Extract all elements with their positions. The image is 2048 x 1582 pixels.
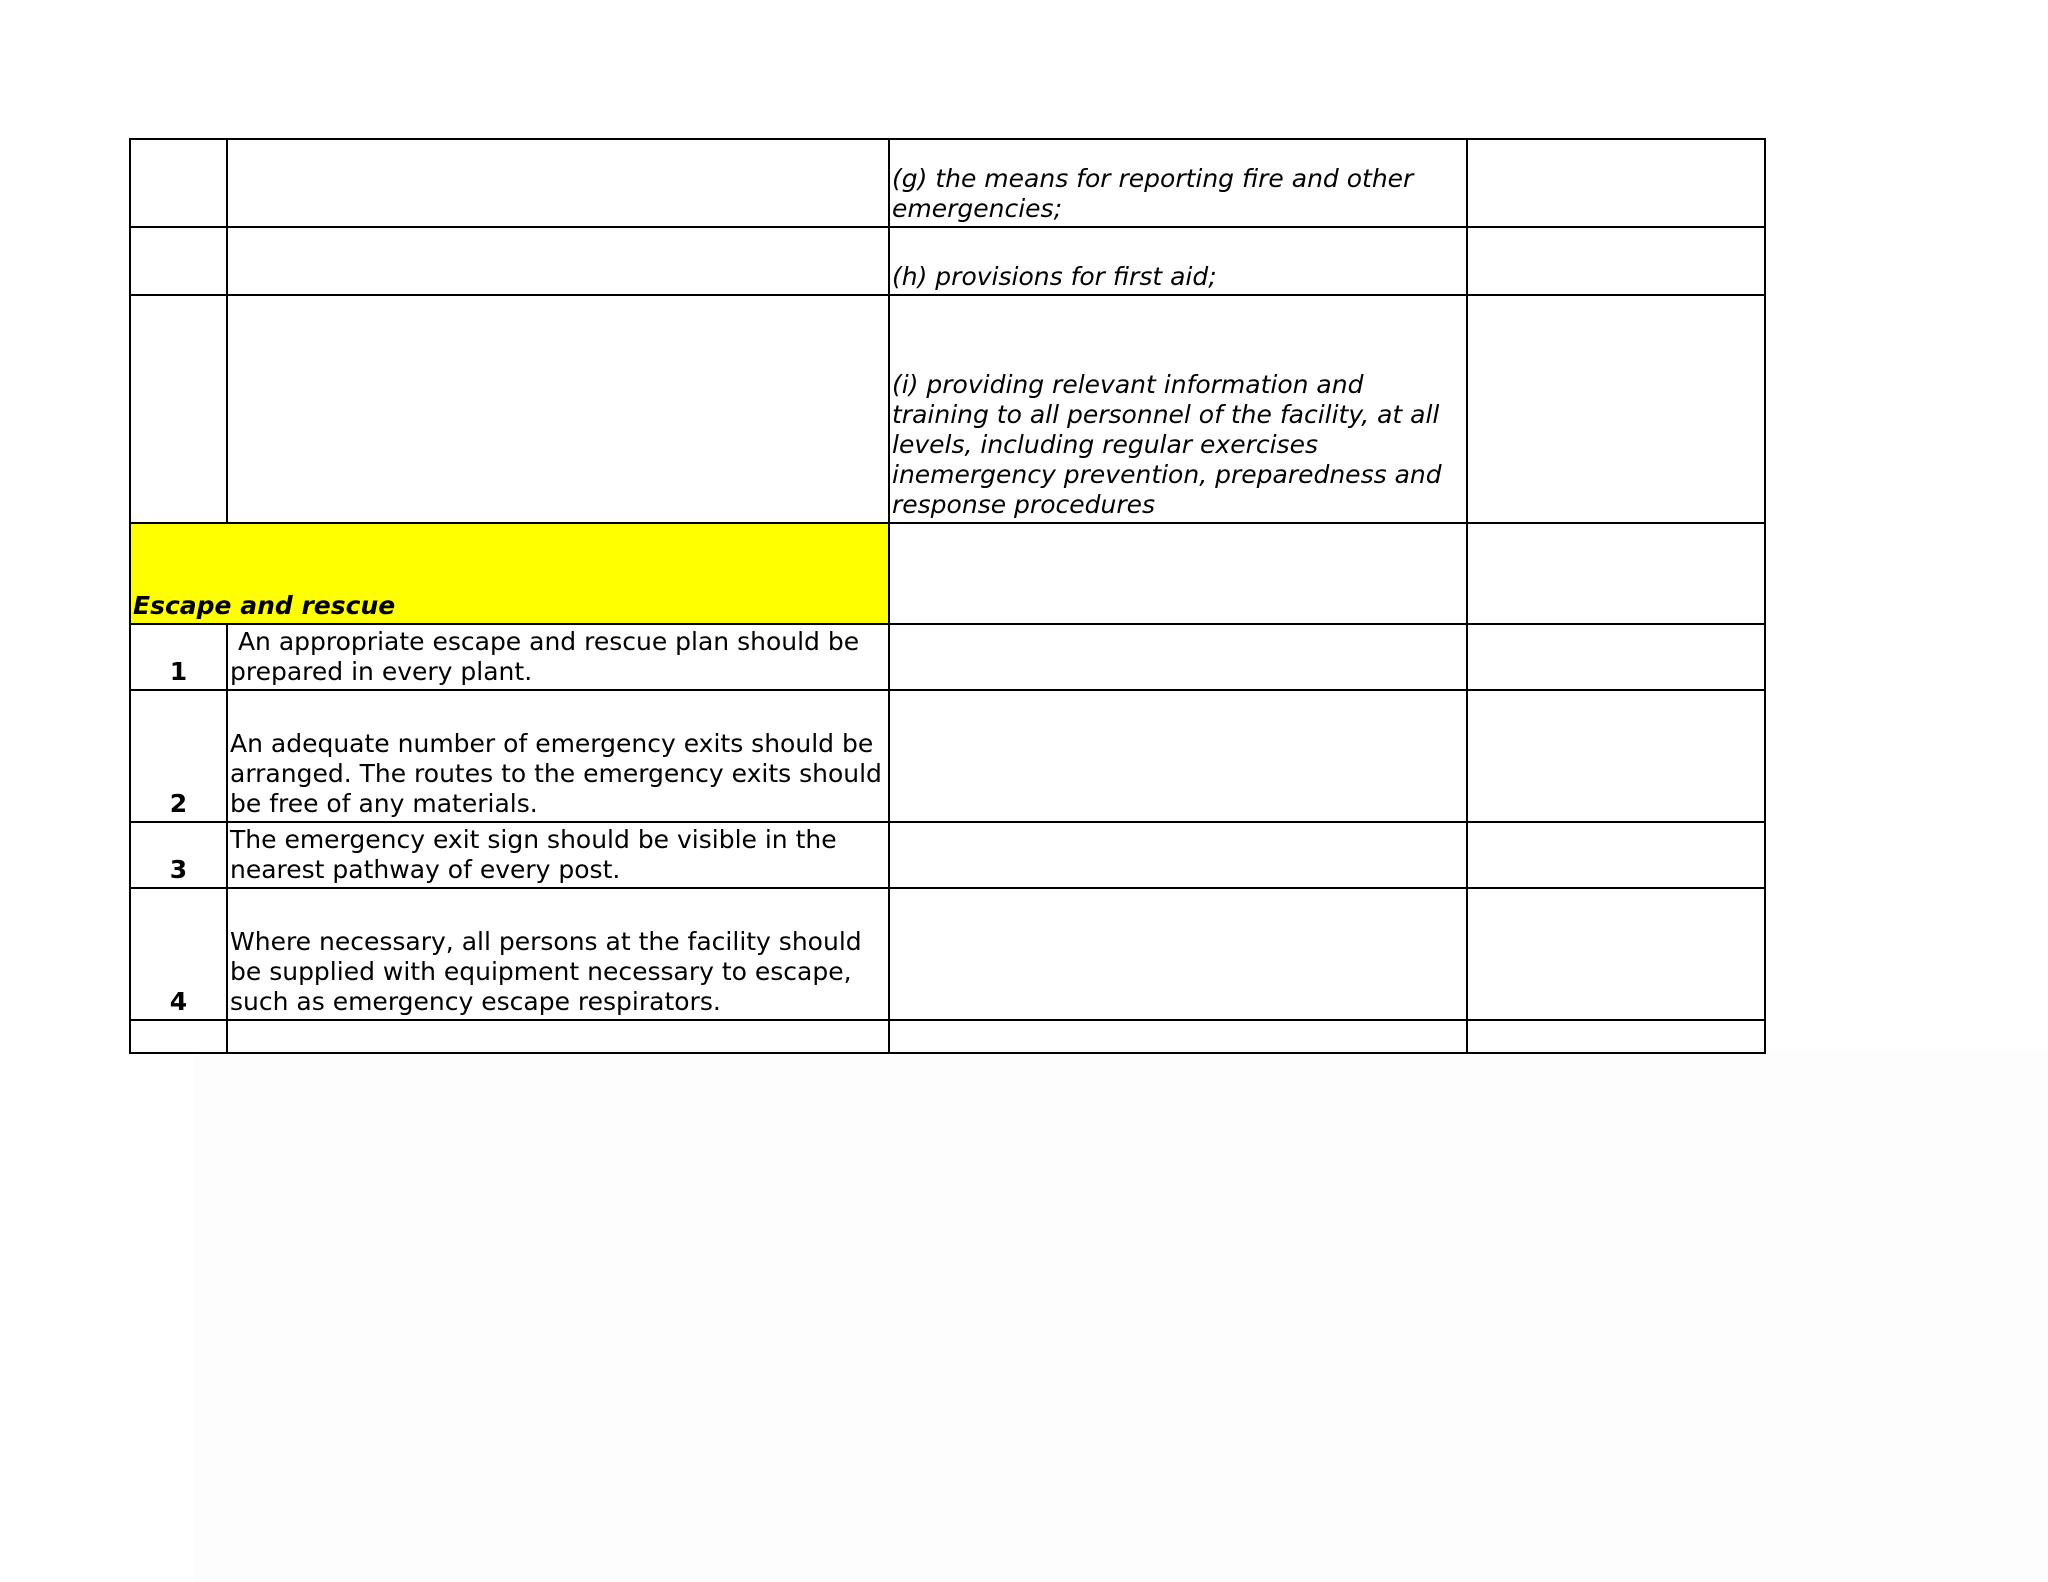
detail-cell[interactable]	[889, 690, 1467, 822]
number-cell[interactable]	[130, 139, 227, 227]
table-row	[130, 624, 1765, 690]
section-header-row	[130, 523, 1765, 624]
table-row	[130, 1020, 1765, 1053]
requirement-cell[interactable]	[227, 139, 889, 227]
remarks-cell[interactable]	[1467, 822, 1765, 888]
remarks-cell[interactable]	[1467, 1020, 1765, 1053]
remarks-cell[interactable]	[1467, 523, 1765, 624]
requirement-cell[interactable]: An adequate number of emergency exits should be arranged. The routes to the emergency exits should be free of any materials.	[227, 690, 889, 822]
table-row	[130, 139, 1765, 227]
requirement-cell[interactable]: Where necessary, all persons at the facility should be supplied with equipment necessary to escape, such as emergency escape respirators.	[227, 888, 889, 1020]
number-cell[interactable]	[130, 227, 227, 295]
detail-cell[interactable]	[889, 523, 1467, 624]
table-row	[130, 690, 1765, 822]
table-row	[130, 822, 1765, 888]
remarks-cell[interactable]	[1467, 295, 1765, 523]
page-background-shade	[195, 1050, 2048, 1582]
remarks-cell[interactable]	[1467, 690, 1765, 822]
requirement-cell[interactable]	[227, 227, 889, 295]
requirement-cell[interactable]	[227, 295, 889, 523]
detail-cell[interactable]: (i) providing relevant information and training to all personnel of the facility, at all levels, including regular exercises inemergency prevention, preparedness and response procedures	[889, 295, 1467, 523]
requirement-cell[interactable]: An appropriate escape and rescue plan should be prepared in every plant.	[227, 624, 889, 690]
table-row	[130, 295, 1765, 523]
number-cell[interactable]	[130, 295, 227, 523]
table-row	[130, 888, 1765, 1020]
detail-cell[interactable]: (h) provisions for first aid;	[889, 227, 1467, 295]
number-cell[interactable]: 4	[130, 888, 227, 1020]
remarks-cell[interactable]	[1467, 227, 1765, 295]
remarks-cell[interactable]	[1467, 139, 1765, 227]
table-row	[130, 227, 1765, 295]
detail-cell[interactable]	[889, 1020, 1467, 1053]
section-title-cell[interactable]: Escape and rescue	[130, 523, 889, 624]
detail-cell[interactable]	[889, 822, 1467, 888]
requirement-cell[interactable]	[227, 1020, 889, 1053]
number-cell[interactable]: 2	[130, 690, 227, 822]
remarks-cell[interactable]	[1467, 888, 1765, 1020]
checklist-table	[129, 138, 1766, 1054]
detail-cell[interactable]: (g) the means for reporting fire and other emergencies;	[889, 139, 1467, 227]
number-cell[interactable]: 3	[130, 822, 227, 888]
remarks-cell[interactable]	[1467, 624, 1765, 690]
number-cell[interactable]: 1	[130, 624, 227, 690]
number-cell[interactable]	[130, 1020, 227, 1053]
requirement-cell[interactable]: The emergency exit sign should be visible in the nearest pathway of every post.	[227, 822, 889, 888]
detail-cell[interactable]	[889, 888, 1467, 1020]
detail-cell[interactable]	[889, 624, 1467, 690]
